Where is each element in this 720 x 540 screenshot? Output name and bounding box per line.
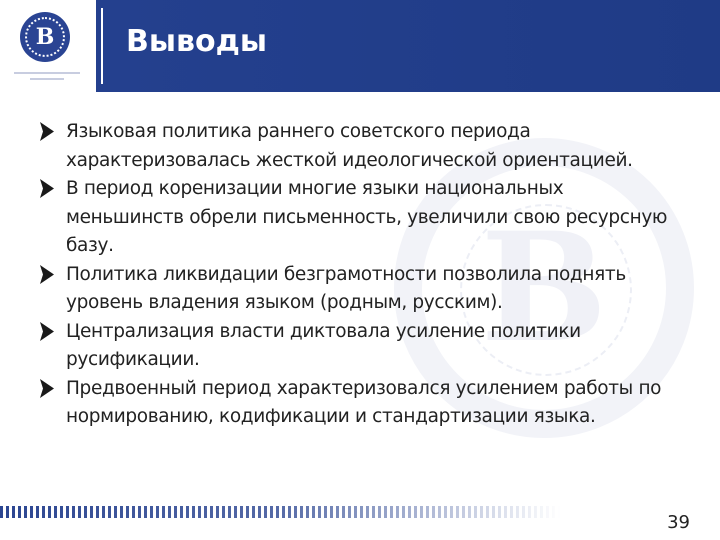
bullet-item xyxy=(40,375,680,432)
header-divider xyxy=(101,8,103,84)
footer-stripe xyxy=(0,506,560,518)
arrow-bullet-icon xyxy=(40,265,54,284)
hse-logo-icon xyxy=(20,12,70,62)
header-band xyxy=(0,0,720,92)
logo-caption-line xyxy=(30,78,64,80)
bullet-list xyxy=(40,118,680,432)
bullet-item xyxy=(40,175,680,261)
arrow-bullet-icon xyxy=(40,179,54,198)
logo-caption-line xyxy=(14,72,80,74)
bullet-item xyxy=(40,118,680,175)
bullet-text: Централизация власти диктовала усиление политики русификации. xyxy=(66,320,581,370)
logo-emblem: В xyxy=(35,24,55,50)
page-number: 39 xyxy=(667,512,690,533)
arrow-bullet-icon xyxy=(40,122,54,141)
bullet-item xyxy=(40,318,680,375)
bullet-text: Политика ликвидации безграмотности позволила поднять уровень владения языком (родным, русским). xyxy=(66,263,626,313)
slide-title: Выводы xyxy=(126,24,267,59)
logo xyxy=(0,0,96,92)
bullet-text: В период коренизации многие языки национальных меньшинств обрели письменность, увеличили свою ресурсную базу. xyxy=(66,178,668,256)
watermark-letter: В xyxy=(480,200,608,376)
arrow-bullet-icon xyxy=(40,379,54,398)
arrow-bullet-icon xyxy=(40,322,54,341)
bullet-item xyxy=(40,261,680,318)
bullet-text: Предвоенный период характеризовался усилением работы по нормированию, кодификации и стандартизации языка. xyxy=(66,377,662,427)
bullet-text: Языковая политика раннего советского периода характеризовалась жесткой идеологической ориентацией. xyxy=(66,121,633,171)
